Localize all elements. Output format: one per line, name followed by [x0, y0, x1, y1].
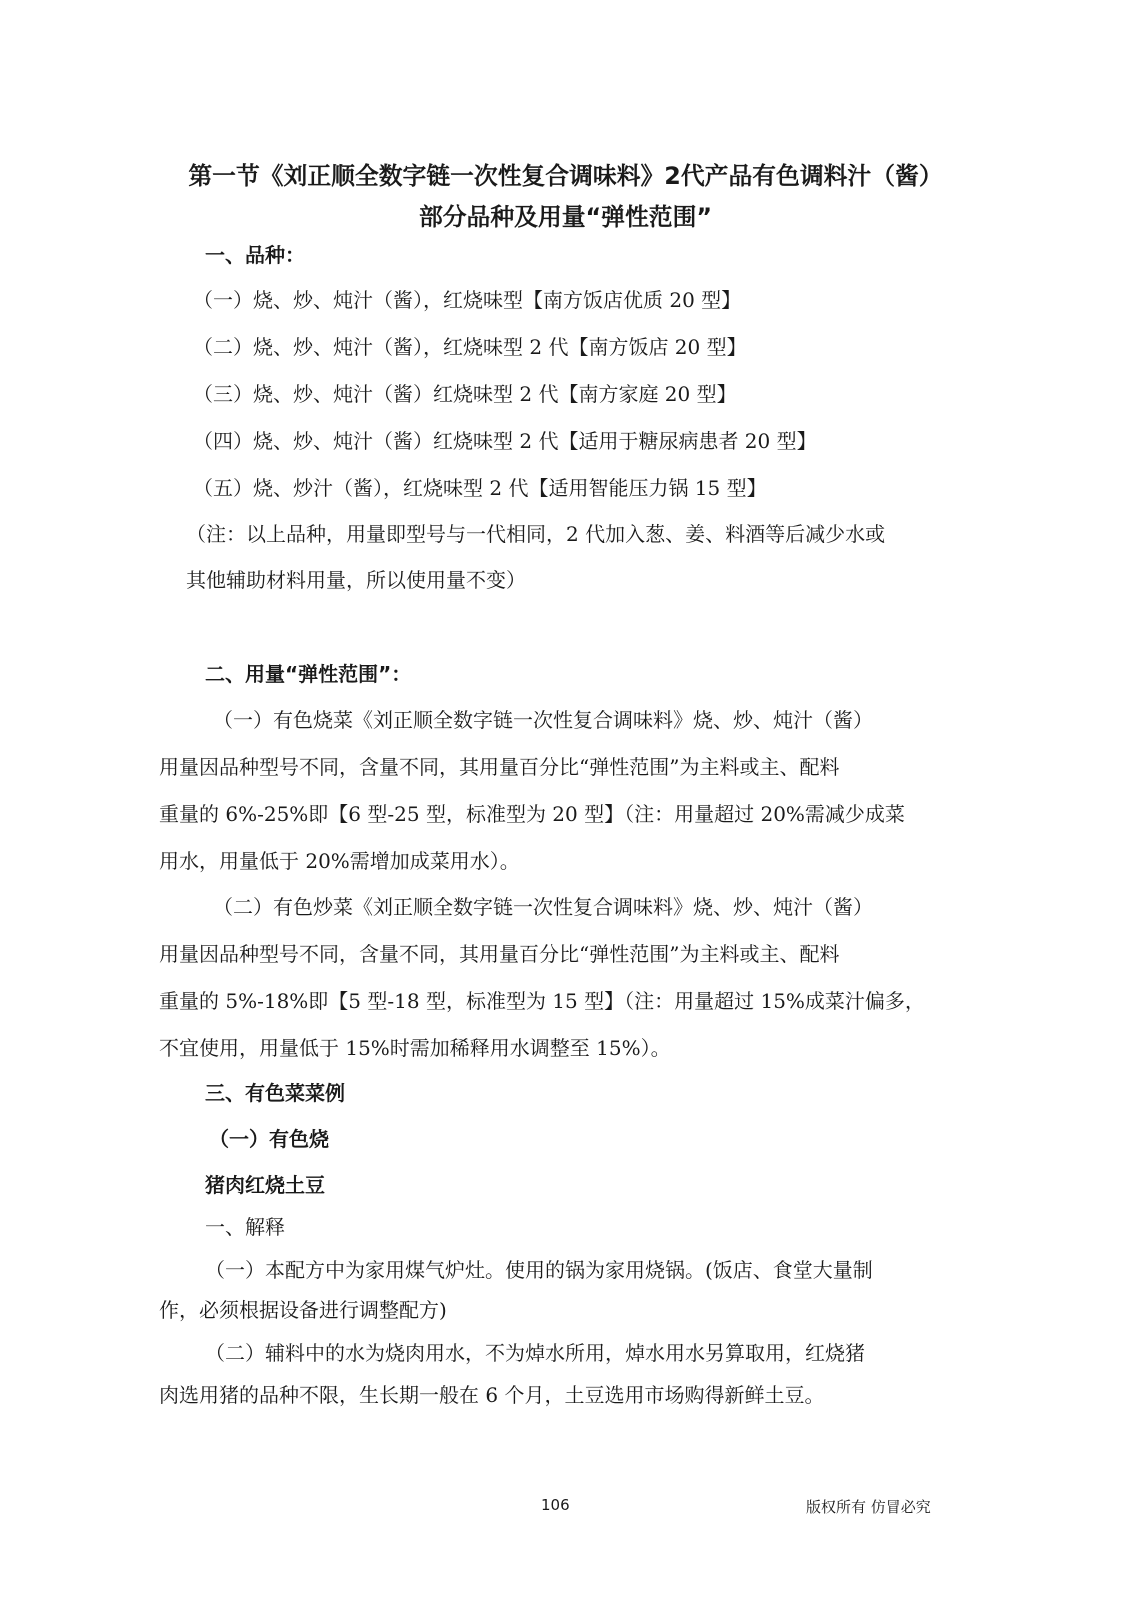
dosage-para-1-line-4: 用水，用量低于 20%需增加成菜用水）。	[159, 849, 520, 873]
dish-name: 猪肉红烧土豆	[205, 1173, 325, 1197]
dosage-para-1-line-3: 重量的 6%-25%即【6 型-25 型，标准型为 20 型】（注：用量超过 20%需减少成菜	[159, 802, 905, 826]
subsection-heading-braise: （一）有色烧	[209, 1127, 329, 1151]
varieties-note-line-1: （注：以上品种，用量即型号与一代相同，2 代加入葱、姜、料酒等后减少水或	[186, 522, 886, 546]
dosage-para-1-line-2: 用量因品种型号不同，含量不同，其用量百分比“弹性范围”为主料或主、配料	[159, 755, 840, 779]
copyright-notice: 版权所有 仿冒必究	[806, 1498, 931, 1516]
dosage-para-2-line-1: （二）有色炒菜《刘正顺全数字链一次性复合调味料》烧、炒、炖汁（酱）	[213, 895, 873, 919]
page-title-line-1: 第一节《刘正顺全数字链一次性复合调味料》2代产品有色调料汁（酱）	[188, 162, 943, 190]
variety-item-5: （五）烧、炒汁（酱），红烧味型 2 代【适用智能压力锅 15 型】	[193, 476, 767, 500]
dosage-para-2-line-2: 用量因品种型号不同，含量不同，其用量百分比“弹性范围”为主料或主、配料	[159, 942, 840, 966]
page-number: 106	[541, 1496, 570, 1514]
explain-1-line-2: 作，必须根据设备进行调整配方)	[159, 1298, 447, 1322]
dosage-para-1-line-1: （一）有色烧菜《刘正顺全数字链一次性复合调味料》烧、炒、炖汁（酱）	[213, 708, 873, 732]
explain-2-line-1: （二）辅料中的水为烧肉用水，不为焯水所用，焯水用水另算取用，红烧猪	[205, 1341, 865, 1365]
dosage-para-2-line-3: 重量的 5%-18%即【5 型-18 型，标准型为 15 型】（注：用量超过 15%成菜汁偏多，	[159, 989, 925, 1013]
variety-item-2: （二）烧、炒、炖汁（酱），红烧味型 2 代【南方饭店 20 型】	[193, 335, 747, 359]
section-heading-recipes: 三、有色菜菜例	[205, 1081, 345, 1105]
varieties-note-line-2: 其他辅助材料用量，所以使用量不变）	[186, 568, 526, 592]
explain-heading: 一、解释	[205, 1215, 285, 1239]
section-heading-varieties: 一、品种：	[205, 243, 305, 267]
section-heading-dosage-range: 二、用量“弹性范围”：	[205, 662, 412, 686]
explain-2-line-2: 肉选用猪的品种不限，生长期一般在 6 个月，土豆选用市场购得新鲜土豆。	[159, 1383, 825, 1407]
page-title-line-2: 部分品种及用量“弹性范围”	[418, 203, 713, 231]
dosage-para-2-line-4: 不宜使用，用量低于 15%时需加稀释用水调整至 15%）。	[159, 1036, 671, 1060]
variety-item-4: （四）烧、炒、炖汁（酱）红烧味型 2 代【适用于糖尿病患者 20 型】	[193, 429, 817, 453]
explain-1-line-1: （一）本配方中为家用煤气炉灶。使用的锅为家用烧锅。(饭店、食堂大量制	[205, 1258, 873, 1282]
variety-item-1: （一）烧、炒、炖汁（酱），红烧味型【南方饭店优质 20 型】	[193, 288, 742, 312]
variety-item-3: （三）烧、炒、炖汁（酱）红烧味型 2 代【南方家庭 20 型】	[193, 382, 737, 406]
